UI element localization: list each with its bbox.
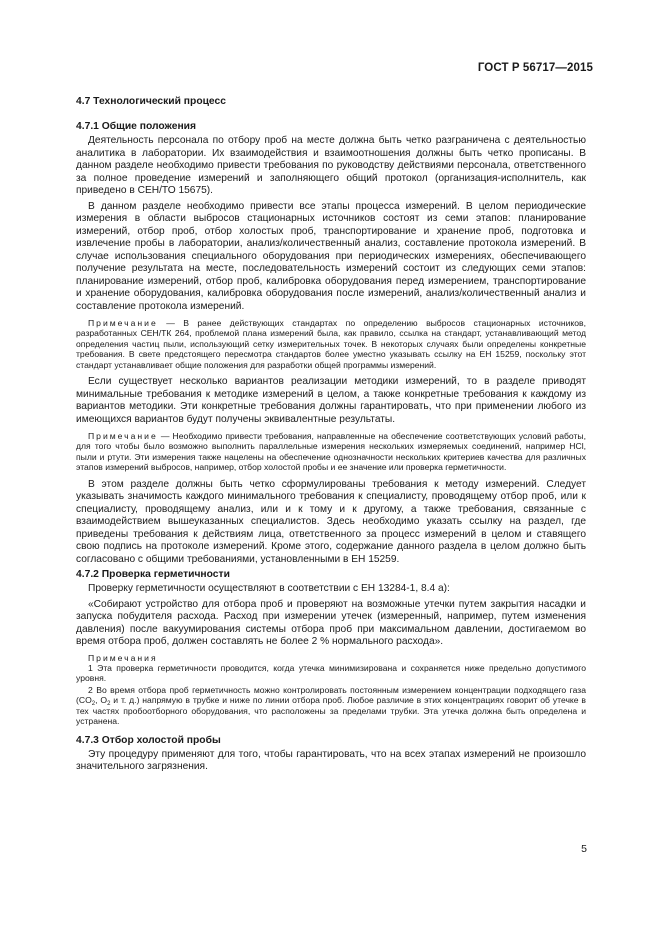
page-number: 5 xyxy=(581,843,587,855)
note xyxy=(76,318,586,370)
note-label: Примечание xyxy=(88,431,158,442)
paragraph: Эту процедуру применяют для того, чтобы гарантировать, что на всех этапах измерений не произошло значительного загрязнения. xyxy=(76,748,586,772)
note xyxy=(76,431,586,473)
paragraph: В данном разделе необходимо привести все этапы процесса измерений. В целом периодические измерения в области выбросов стационарных источников состоят из семи этапов: планирование измерений, отбор проб, отбор холостых проб, транспортирование и хранение проб, подготовка и извлечение пробы в лаборатории, анализ/количественный анализ, составление протокола измерений. В случае использования специального оборудования при периодических измерениях, обеспечивающего получение результата на месте, последовательность измерений состоит из следующих семи этапов: планирование измерений, отбор проб, калибровка оборудования перед измерением, транспортирование и хранение оборудования, калибровка оборудования после измерений, анализ/количественный анализ и составление протокола измерений. xyxy=(76,200,586,312)
document-code: ГОСТ Р 56717—2015 xyxy=(477,62,593,74)
note-text: и т. д.) напрямую в трубке и ниже по линии отбора проб. Любое различие в этих концентрациях говорит об утечке в тех частях пробоотборного оборудования, что расположены за пределами трубки. Эта утечка должна быть определена и устранена. xyxy=(76,695,586,727)
subscript: 2 xyxy=(107,701,111,708)
paragraph: Если существует несколько вариантов реализации методики измерений, то в разделе приводят минимальные требования к методике измерений в целом, а также конкретные требования к каждому из вариантов методики. Эти конкретные требования должны гарантировать, что при применении любого из имеющихся вариантов будут получены эквивалентные результаты. xyxy=(76,376,586,425)
subscript: 2 xyxy=(91,701,96,708)
note-item xyxy=(76,685,586,727)
section-4-7-3-heading: 4.7.3 Отбор холостой пробы xyxy=(76,734,221,746)
section-4-7-2-heading: 4.7.2 Проверка герметичности xyxy=(76,569,230,581)
note-text: — Необходимо привести требования, направленные на обеспечение соответствующих условий работы, для того чтобы было возможно выполнить параллельные измерения нескольких измеряемых соединений, например HCl, пыли и ртути. Эти измерения также нацелены на обеспечение однозначности нескольких критериев качества для различных этапов измерений выбросов, например, отбор холостой пробы и ее значение или проверка герметичности. xyxy=(76,431,586,473)
note-text: 2 Во время отбора проб герметичность можно контролировать постоянным измерением концентрации подходящего газа (CO xyxy=(76,684,586,706)
paragraph: В этом разделе должны быть четко сформулированы требования к методу измерений. Следует указывать значимость каждого минимального требования к специалисту, проводящему отбор проб, или к специалисту, проводящему анализ, или и к тому и к другому, а также требования, связанные с взаимодействием вышеуказанных специалистов. Здесь необходимо указать ссылку на раздел, где приведены требования к действиям лица, ответственного за процесс измерений в целом и ставящего свою подпись на протоколе измерений. Кроме этого, содержание данного раздела в целом должно быть согласовано с общими требованиями, установленными в ЕН 15259. xyxy=(76,478,586,565)
section-4-7-heading: 4.7 Технологический процесс xyxy=(76,96,226,107)
page-content xyxy=(76,90,586,774)
note-text: , O xyxy=(95,695,108,706)
quote-paragraph: «Собирают устройство для отбора проб и проверяют на возможные утечки путем закрытия насадки и запуска побудителя расхода. Расход при измерении утечек (измеренный, например, путем изменения давления) после вакуумирования системы отбора проб при максимальном давлении, достигаемом во время отбора проб, должен составлять не более 2 % нормального расхода». xyxy=(76,598,586,648)
note-item: 1 Эта проверка герметичности проводится, когда утечка минимизирована и сохраняется ниже предельно допустимого уровня. xyxy=(76,663,586,684)
paragraph: Проверку герметичности осуществляют в соответствии с ЕН 13284-1, 8.4 а): xyxy=(88,583,450,595)
notes-label: Примечания xyxy=(88,652,158,663)
section-4-7-1-heading: 4.7.1 Общие положения xyxy=(76,121,196,132)
note-label: Примечание xyxy=(88,318,158,328)
paragraph: Деятельность персонала по отбору проб на месте должна быть четко разграничена с деятельностью аналитика в лаборатории. Их взаимодействия и взаимоотношения должны быть четко прописаны. В данном разделе необходимо привести требования по руководству действиями персонала, ответственного за полное проведение измерений и заполняющего общий протокол (организация-исполнитель, как приведено в СЕН/ТО 15675). xyxy=(76,135,586,196)
note-text: — В ранее действующих стандартах по определению выбросов стационарных источников, разработанных СЕН/ТК 264, проблемой плана измерений была, как правило, ссылка на стандарт, устанавливающий метод определения частиц пыли, использующий сетку измерительных точек. В некоторых случаях были определены конкретные требования. В свете предстоящего пересмотра стандартов более уместно указывать ссылку на ЕН 15259, поскольку этот стандарт устанавливает общие положения для разработки общей программы измерений. xyxy=(76,318,586,370)
